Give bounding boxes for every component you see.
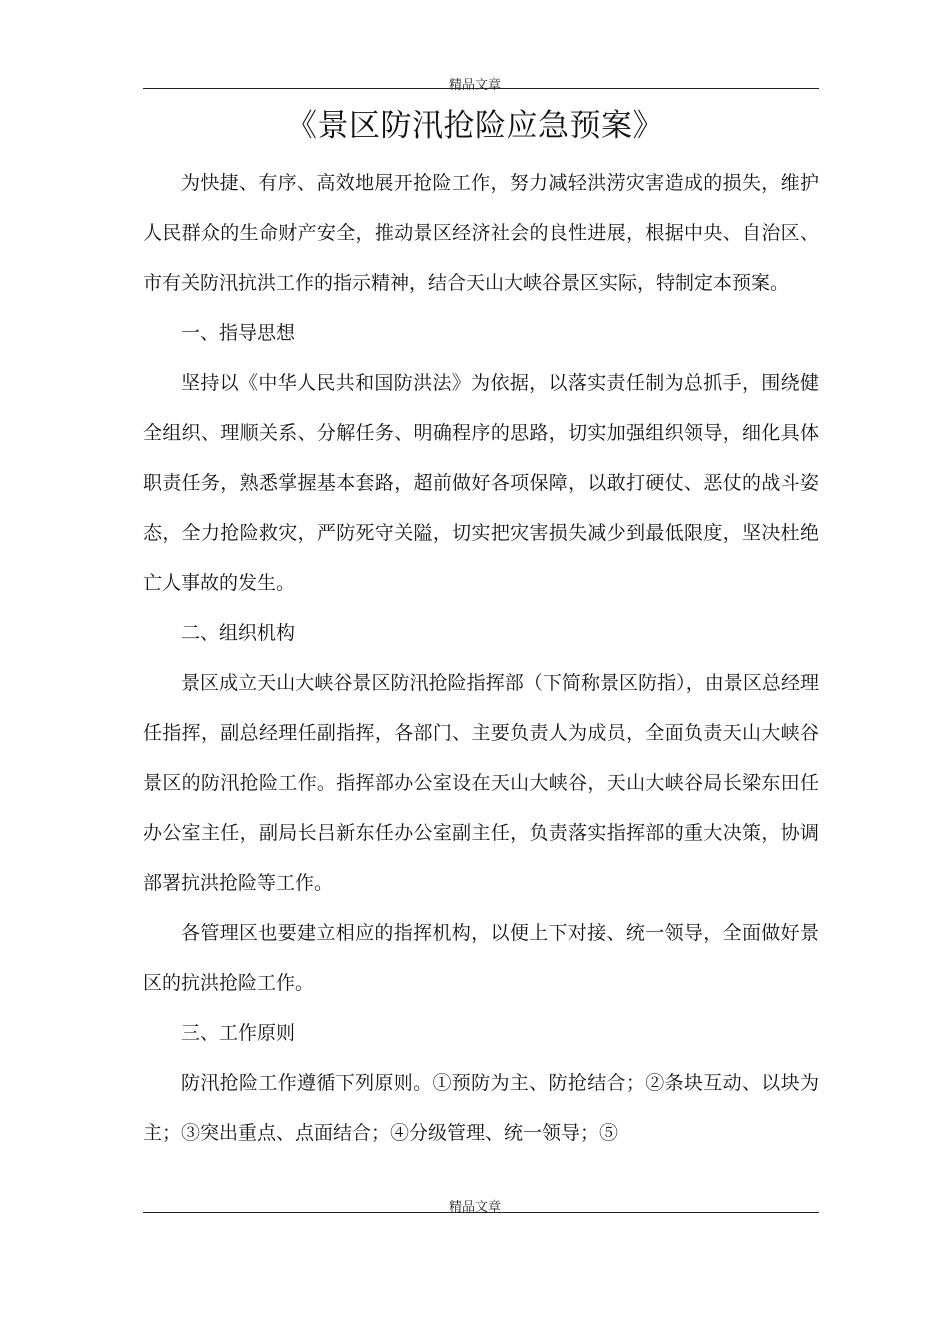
page-footer-label: 精品文章 [448,1200,501,1215]
principles-paragraph: 防汛抢险工作遵循下列原则。①预防为主、防抢结合；②条块互动、以块为主；③突出重点、点面结合；④分级管理、统一领导；⑤ [143,1072,819,1144]
document-body [143,158,819,1158]
management-area-paragraph: 各管理区也要建立相应的指挥机构，以便上下对接、统一领导，全面做好景区的抗洪抢险工作。 [143,922,819,994]
document-title: 《景区防汛抢险应急预案》 [286,108,664,144]
intro-paragraph: 为快捷、有序、高效地展开抢险工作，努力减轻洪涝灾害造成的损失，维护人民群众的生命财产安全，推动景区经济社会的良性进展，根据中央、自治区、市有关防汛抗洪工作的指示精神，结合天山大峡谷景区实际，特制定本预案。 [143,172,819,294]
organization-paragraph: 景区成立天山大峡谷景区防汛抢险指挥部（下简称景区防指），由景区总经理任指挥，副总经理任副指挥，各部门、主要负责人为成员，全面负责天山大峡谷景区的防汛抢险工作。指挥部办公室设在天山大峡谷，天山大峡谷局长梁东田任办公室主任，副局长吕新东任办公室副主任，负责落实指挥部的重大决策，协调部署抗洪抢险等工作。 [143,672,819,894]
guiding-ideology-paragraph: 坚持以《中华人民共和国防洪法》为依据，以落实责任制为总抓手，围绕健全组织、理顺关系、分解任务、明确程序的思路，切实加强组织领导，细化具体职责任务，熟悉掌握基本套路，超前做好各项保障，以敢打硬仗、恶仗的战斗姿态，全力抢险救灾，严防死守关隘，切实把灾害损失减少到最低限度，坚决杜绝亡人事故的发生。 [143,372,819,594]
page-header-label: 精品文章 [448,78,501,93]
section-heading-guiding-ideology: 一、指导思想 [181,322,296,344]
section-heading-principles: 三、工作原则 [181,1022,296,1044]
section-heading-organization: 二、组织机构 [181,622,296,644]
header-rule [143,88,819,89]
